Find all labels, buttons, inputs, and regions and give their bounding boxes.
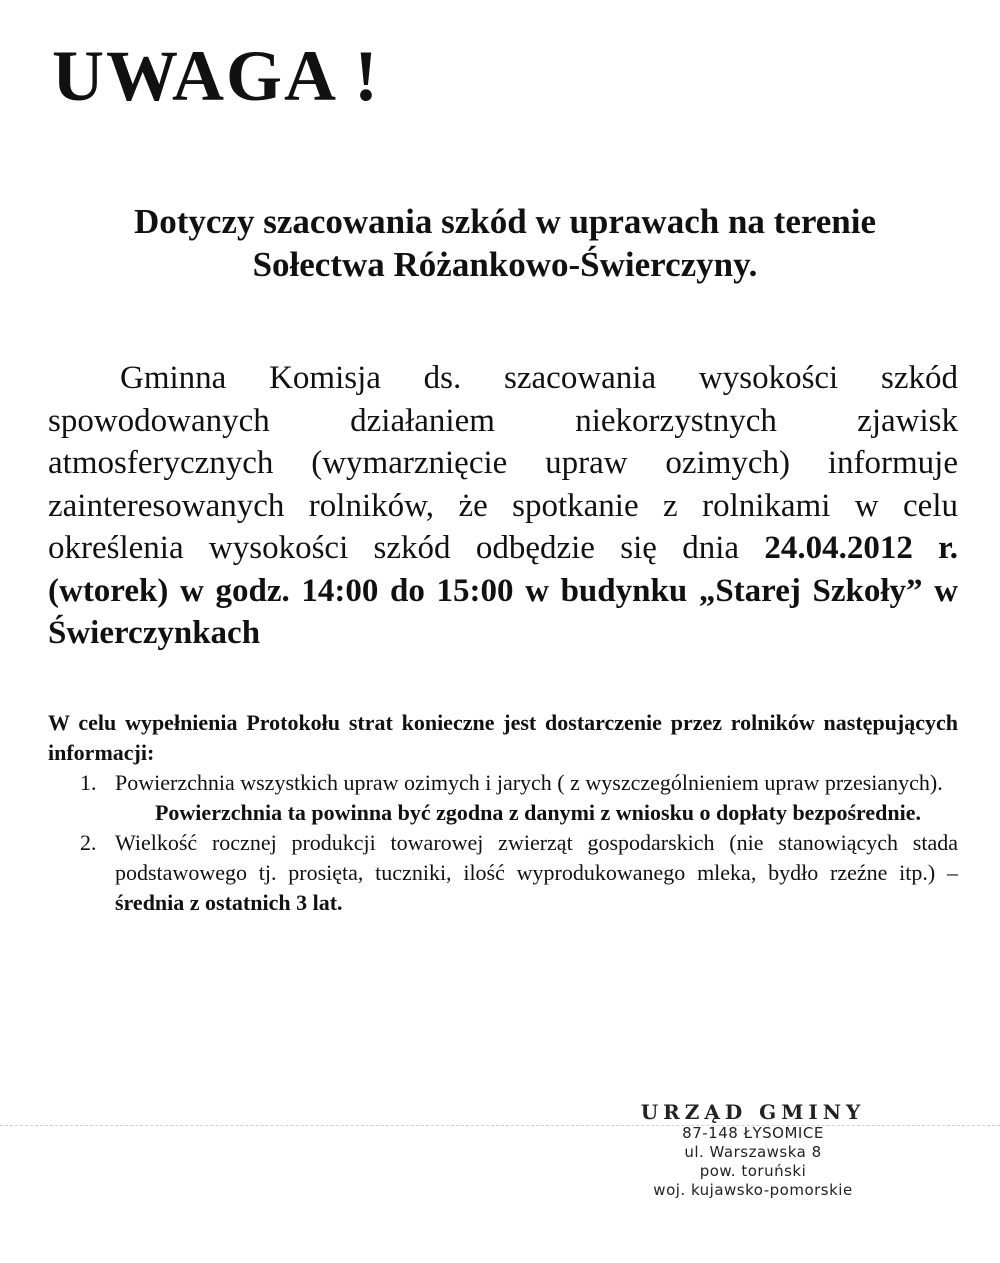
subtitle-line-2: Sołectwa Różankowo-Świerczyny.: [252, 245, 758, 284]
stamp-street-line: ul. Warszawska 8: [684, 1143, 822, 1161]
list-item-text: Powierzchnia wszystkich upraw ozimych i jarych ( z wyszczególnieniem upraw przesianych).: [115, 770, 943, 795]
requirements-intro: W celu wypełnienia Protokołu strat konieczne jest dostarczenie przez rolników następujących informacji:: [48, 710, 958, 765]
subtitle-line-1: Dotyczy szacowania szkód w uprawach na terenie: [133, 202, 877, 241]
stamp-county-line: pow. toruński: [699, 1162, 807, 1180]
list-item-text: Wielkość rocznej produkcji towarowej zwierząt gospodarskich (nie stanowiących stada podstawowego tj. prosięta, tuczniki, ilość wyprodukowanego mleka, bydło rzeźne itp.) –: [115, 830, 958, 885]
notice-title: UWAGA !: [52, 36, 381, 116]
list-item-number: 1.: [80, 770, 97, 795]
requirements-section: [48, 708, 958, 918]
announcement-paragraph: [48, 357, 958, 655]
office-stamp: [618, 1100, 888, 1200]
stamp-voivodeship-line: woj. kujawsko-pomorskie: [653, 1181, 853, 1199]
announcement-text: Gminna Komisja ds. szacowania wysokości szkód spowodowanych działaniem niekorzystnych zjawisk atmosferycznych (wymarznięcie upraw ozimych) informuje zainteresowanych rolników, że spotkanie z rolnikami w celu określenia wysokości szkód odbędzie się dnia: [48, 360, 958, 566]
stamp-office-name: URZĄD GMINY: [640, 1100, 866, 1124]
list-item: [48, 828, 958, 918]
list-item-bold-text: średnia z ostatnich 3 lat.: [115, 890, 343, 915]
requirements-list: [48, 768, 958, 918]
list-item-note: Powierzchnia ta powinna być zgodna z danymi z wniosku o dopłaty bezpośrednie.: [154, 800, 921, 825]
list-item: [48, 768, 958, 798]
meeting-details: 24.04.2012 r. (wtorek) w godz. 14:00 do 15:00 w budynku „Starej Szkoły” w Świerczynkach: [48, 530, 959, 651]
list-item-number: 2.: [80, 830, 97, 855]
notice-subtitle: [40, 200, 970, 286]
stamp-postal-line: 87-148 ŁYSOMICE: [682, 1124, 824, 1142]
